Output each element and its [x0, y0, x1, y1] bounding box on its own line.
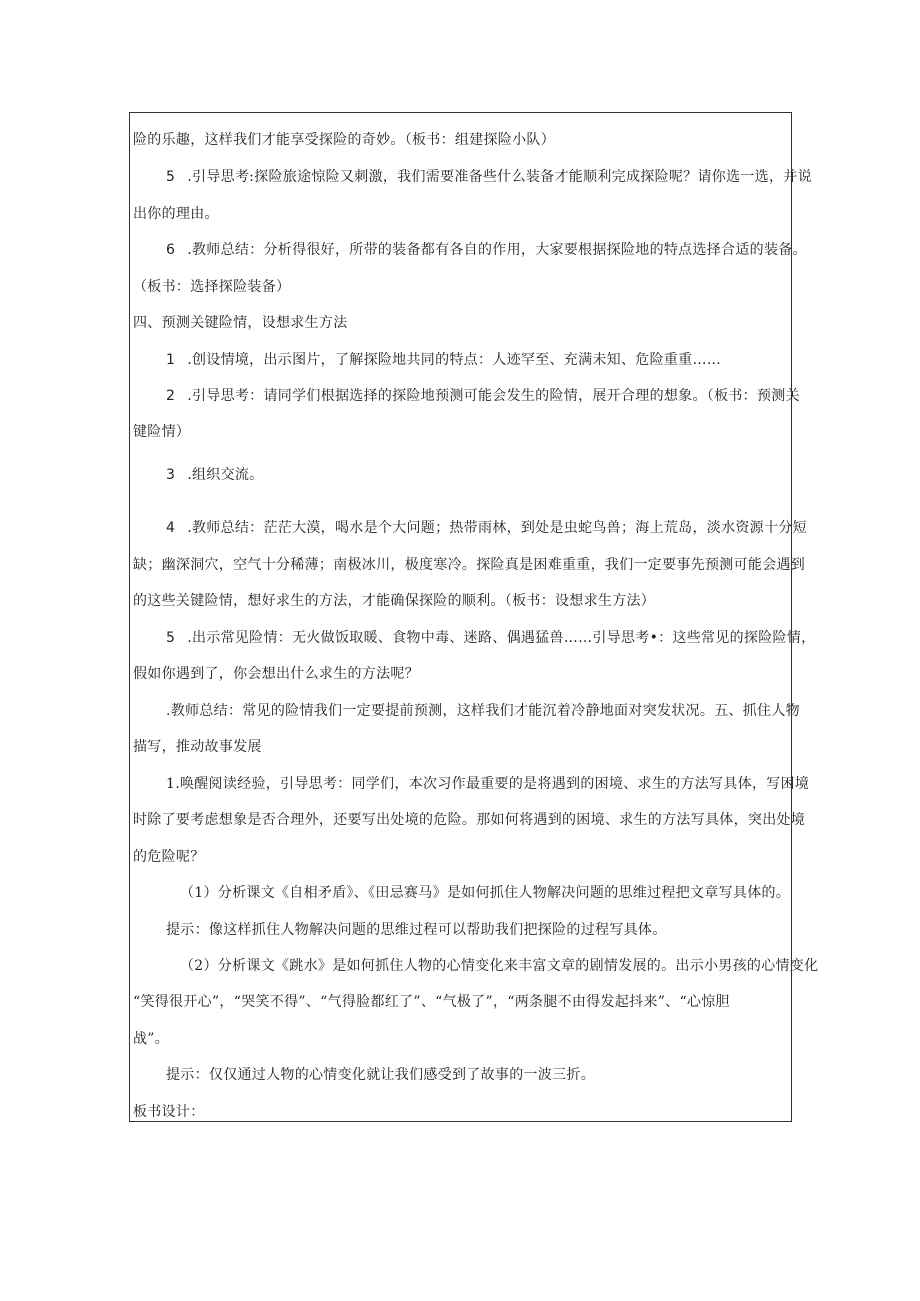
- line-text: 1.唤醒阅读经验，引导思考：同学们，本次习作最重要的是将遇到的困境、求生的方法写具体，写困境: [166, 776, 810, 792]
- line-text: 险的乐趣，这样我们才能享受探险的奇妙。（板书：组建探险小队）: [133, 132, 555, 148]
- item-number: 6: [166, 242, 176, 258]
- item-number: 3: [166, 467, 176, 483]
- text-line: [166, 350, 721, 370]
- text-line: [166, 167, 812, 187]
- text-line: [166, 465, 263, 485]
- text-line: [133, 130, 555, 150]
- line-text: 出你的理由。: [133, 206, 219, 222]
- line-text: 键险情）: [133, 424, 191, 440]
- line-text: .引导思考:探险旅途惊险又刺激，我们需要准备些什么装备才能顺利完成探险呢？请你选一选，并说: [187, 169, 812, 185]
- text-line: [133, 277, 290, 297]
- text-line: [133, 847, 205, 867]
- line-text: .教师总结：分析得很好，所带的装备都有各自的作用，大家要根据探险地的特点选择合适的装备。: [187, 242, 807, 258]
- text-line: [166, 518, 807, 538]
- text-line: [133, 204, 219, 224]
- line-text: .出示常见险情：无火做饭取暖、食物中毒、迷路、偶遇猛兽……引导思考•：这些常见的探险险情，: [187, 630, 816, 646]
- line-text: 缺；幽深洞穴，空气十分稀薄；南极冰川，极度寒冷。探险真是困难重重，我们一定要事先预测可能会遇到: [133, 557, 806, 573]
- text-line: [133, 1102, 205, 1122]
- text-line: [166, 386, 800, 406]
- text-line: [133, 313, 348, 333]
- line-text: 战”。: [133, 1031, 170, 1047]
- line-text: .引导思考：请同学们根据选择的探险地预测可能会发生的险情，展开合理的想象。（板书：预测关: [187, 388, 800, 404]
- text-line: [166, 628, 815, 648]
- text-line: [133, 1029, 169, 1049]
- line-text: “笑得很开心”，“哭笑不得”、“气得脸都红了”、“气极了”，“两条腿不由得发起抖来”、“心惊胆: [133, 994, 730, 1010]
- text-line: [180, 883, 790, 903]
- line-text: .教师总结：常见的险情我们一定要提前预测，这样我们才能沉着冷静地面对突发状况。五、抓住人物: [166, 703, 800, 719]
- line-text: .教师总结：茫茫大漠，喝水是个大问题；热带雨林，到处是虫蛇鸟兽；海上荒岛，淡水资源十分短: [187, 520, 807, 536]
- text-line: [133, 664, 419, 684]
- text-line: [133, 555, 805, 575]
- line-text: 提示：像这样抓住人物解决问题的思维过程可以帮助我们把探险的过程写具体。: [166, 922, 667, 938]
- text-line: [133, 992, 730, 1012]
- line-text: （1）分析课文《自相矛盾》、《田忌赛马》是如何抓住人物解决问题的思维过程把文章写具体的。: [180, 885, 791, 901]
- line-text: 的危险呢？: [133, 849, 205, 865]
- line-text: 的这些关键险情，想好求生的方法，才能确保探险的顺利。（板书：设想求生方法）: [133, 593, 656, 609]
- text-line: [166, 1065, 595, 1085]
- line-text: （2）分析课文《跳水》是如何抓住人物的心情变化来丰富文章的剧情发展的。出示小男孩的心情变化: [180, 958, 819, 974]
- item-number: 5: [166, 630, 176, 646]
- text-line: [133, 737, 262, 757]
- text-line: [166, 701, 800, 721]
- item-number: 5: [166, 169, 176, 185]
- line-text: 提示：仅仅通过人物的心情变化就让我们感受到了故事的一波三折。: [166, 1067, 595, 1083]
- item-number: 1: [166, 352, 176, 368]
- text-line: [180, 956, 818, 976]
- text-line: [133, 810, 805, 830]
- text-line: [133, 591, 655, 611]
- line-text: 时除了要考虑想象是否合理外，还要写出处境的危险。那如何将遇到的困境、求生的方法写具体，突出处境: [133, 812, 806, 828]
- line-text: .组织交流。: [187, 467, 264, 483]
- line-text: 四、预测关键险情，设想求生方法: [133, 315, 348, 331]
- item-number: 2: [166, 388, 176, 404]
- text-line: [166, 920, 667, 940]
- text-line: [166, 240, 807, 260]
- text-line: [166, 774, 809, 794]
- line-text: 假如你遇到了，你会想出什么求生的方法呢？: [133, 666, 419, 682]
- item-number: 4: [166, 520, 176, 536]
- line-text: （板书：选择探险装备）: [133, 279, 291, 295]
- line-text: 板书设计：: [133, 1104, 205, 1120]
- text-line: [133, 422, 190, 442]
- line-text: 描写，推动故事发展: [133, 739, 262, 755]
- line-text: .创设情境，出示图片，了解探险地共同的特点：人迹罕至、充满未知、危险重重……: [187, 352, 722, 368]
